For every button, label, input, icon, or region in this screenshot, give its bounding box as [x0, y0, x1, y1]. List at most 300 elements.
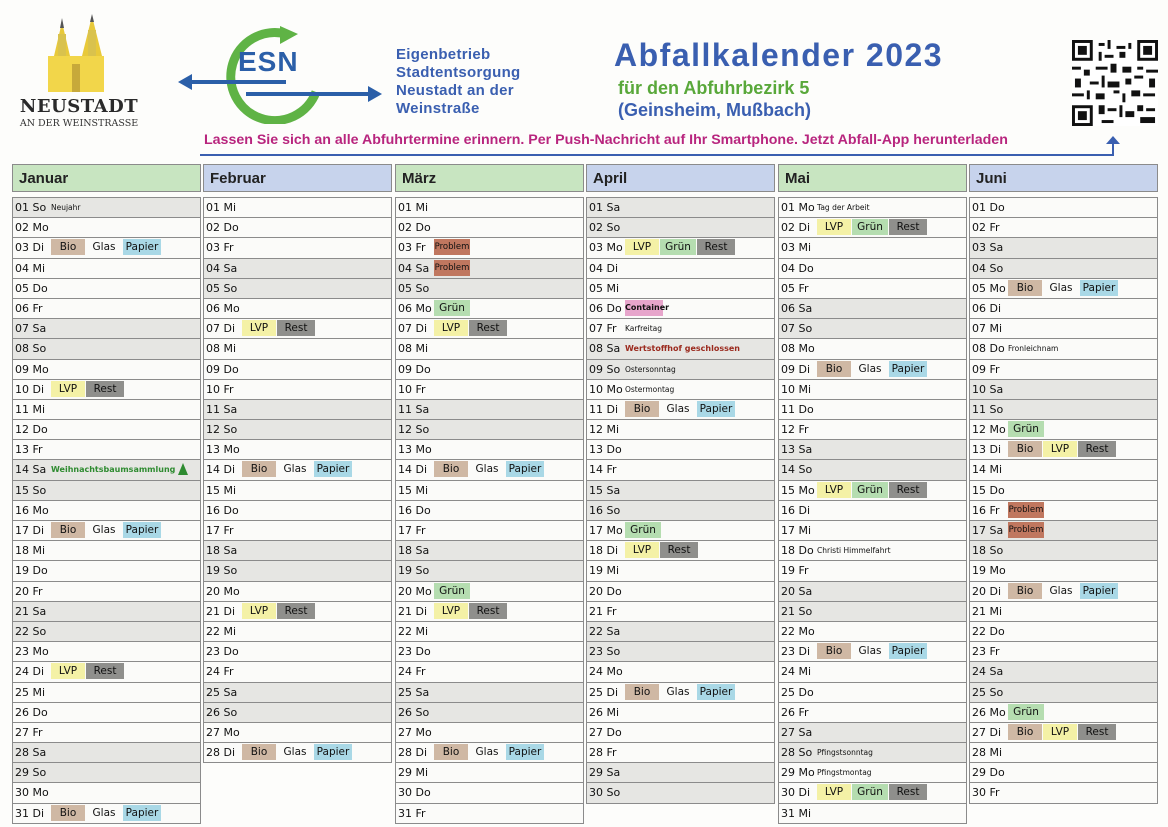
day-label: 07 Fr	[589, 322, 617, 336]
day-label: 03 Sa	[972, 241, 1004, 255]
day-row	[396, 400, 583, 420]
day-label: 09 Di	[781, 362, 811, 376]
pickup-lvp-badge: LVP	[51, 663, 85, 679]
day-row	[587, 460, 774, 480]
day-label: 21 Di	[398, 604, 428, 618]
day-label: 24 Mi	[781, 665, 812, 679]
day-label: 13 Do	[589, 443, 622, 457]
day-row	[970, 521, 1157, 541]
day-row	[970, 541, 1157, 561]
day-label: 11 So	[972, 402, 1004, 416]
day-row	[587, 299, 774, 319]
day-label: 31 Di	[15, 806, 45, 820]
day-row	[396, 238, 583, 258]
day-row	[396, 743, 583, 763]
holiday-note: Tag der Arbeit	[817, 203, 870, 212]
day-label: 07 Di	[206, 322, 236, 336]
day-row	[13, 642, 200, 662]
pickup-glas-badge: Glas	[1049, 281, 1073, 294]
month-column-februar	[203, 164, 392, 763]
day-row	[779, 279, 966, 299]
organization-name	[396, 46, 521, 118]
day-label: 29 Do	[972, 766, 1005, 780]
pickup-lvp-badge: LVP	[1043, 724, 1077, 740]
day-label: 05 So	[398, 281, 430, 295]
day-row	[204, 602, 391, 622]
day-row	[204, 339, 391, 359]
day-row	[587, 279, 774, 299]
day-label: 11 Sa	[206, 402, 238, 416]
day-row	[970, 723, 1157, 743]
month-header: Juni	[969, 164, 1158, 192]
day-row	[204, 380, 391, 400]
day-label: 09 Fr	[972, 362, 1000, 376]
day-label: 08 Sa	[589, 342, 621, 356]
day-label: 18 Do	[781, 544, 814, 558]
day-row	[396, 683, 583, 703]
esn-logo	[176, 22, 386, 124]
day-label: 19 Mo	[972, 564, 1006, 578]
day-label: 18 Sa	[206, 544, 238, 558]
holiday-note: Fronleichnam	[1008, 344, 1059, 354]
day-label: 16 Do	[398, 503, 431, 517]
day-label: 01 Sa	[589, 201, 621, 214]
day-label: 21 Fr	[589, 604, 617, 618]
esn-logo-text: ESN	[238, 46, 299, 77]
day-row	[970, 259, 1157, 279]
day-label: 04 Do	[781, 261, 814, 275]
day-row	[970, 622, 1157, 642]
pickup-lvp-badge: LVP	[625, 239, 659, 255]
pickup-glas-badge: Glas	[475, 463, 499, 476]
pickup-bio-badge: Bio	[1008, 280, 1042, 296]
pickup-papier-badge: Papier	[889, 643, 927, 659]
day-row	[587, 440, 774, 460]
day-label: 03 Fr	[398, 241, 426, 255]
day-label: 10 Mo	[589, 382, 623, 396]
day-label: 02 Mo	[15, 221, 49, 235]
day-label: 25 Mi	[15, 685, 46, 699]
day-label: 27 Sa	[781, 725, 813, 739]
day-row	[204, 642, 391, 662]
day-row	[13, 481, 200, 501]
day-label: 13 Di	[972, 443, 1002, 457]
day-row	[13, 521, 200, 541]
day-label: 02 So	[589, 221, 621, 235]
pickup-papier-badge: Papier	[1080, 280, 1118, 296]
month-header: Januar	[12, 164, 201, 192]
day-row	[396, 642, 583, 662]
holiday-note: Neujahr	[51, 203, 81, 212]
day-row	[13, 703, 200, 723]
day-label: 16 Do	[206, 503, 239, 517]
day-label: 04 So	[972, 261, 1004, 275]
day-list	[778, 197, 967, 824]
pickup-rest-badge: Rest	[1078, 441, 1116, 457]
pickup-papier-badge: Papier	[123, 239, 161, 255]
day-row	[13, 380, 200, 400]
day-row	[396, 218, 583, 238]
day-row	[13, 259, 200, 279]
day-label: 20 Do	[589, 584, 622, 598]
day-label: 26 Mo	[972, 705, 1006, 719]
day-row	[13, 602, 200, 622]
day-label: 12 Mo	[972, 423, 1006, 437]
pickup-gruen-badge: Grün	[852, 219, 888, 235]
day-row	[204, 683, 391, 703]
day-label: 20 Mo	[398, 584, 432, 598]
day-row	[396, 804, 583, 824]
day-row	[779, 541, 966, 561]
day-row	[779, 561, 966, 581]
day-row	[204, 259, 391, 279]
day-row	[13, 440, 200, 460]
day-row	[204, 440, 391, 460]
day-row	[587, 339, 774, 359]
day-label: 09 Do	[398, 362, 431, 376]
day-label: 04 Sa	[398, 261, 430, 275]
day-row	[396, 259, 583, 279]
pickup-lvp-badge: LVP	[817, 482, 851, 498]
day-row	[970, 420, 1157, 440]
day-row	[396, 521, 583, 541]
pickup-bio-badge: Bio	[625, 684, 659, 700]
day-row	[970, 380, 1157, 400]
day-label: 25 So	[972, 685, 1004, 699]
day-label: 12 Mi	[589, 423, 620, 437]
christmas-tree-icon	[178, 463, 188, 475]
day-row	[13, 460, 200, 480]
day-row	[204, 521, 391, 541]
day-row	[13, 804, 200, 824]
holiday-note: Christi Himmelfahrt	[817, 546, 891, 556]
day-label: 15 So	[15, 483, 47, 497]
day-row	[970, 743, 1157, 763]
day-label: 02 Fr	[972, 221, 1000, 235]
day-row	[396, 763, 583, 783]
day-row	[779, 319, 966, 339]
day-row	[587, 259, 774, 279]
pickup-rest-badge: Rest	[86, 663, 124, 679]
pickup-glas-badge: Glas	[283, 746, 307, 759]
day-row	[587, 521, 774, 541]
day-label: 12 Fr	[781, 423, 809, 437]
day-label: 31 Mi	[781, 806, 812, 820]
day-label: 20 Sa	[781, 584, 813, 598]
day-label: 12 So	[206, 423, 238, 437]
org-line: Weinstraße	[396, 100, 480, 117]
day-row	[13, 198, 200, 218]
day-row	[779, 380, 966, 400]
day-label: 28 Di	[398, 746, 428, 760]
day-row	[779, 299, 966, 319]
day-label: 28 Di	[206, 746, 236, 760]
day-label: 22 Mi	[398, 624, 429, 638]
day-label: 23 So	[589, 645, 621, 659]
day-label: 23 Do	[398, 645, 431, 659]
day-row	[779, 238, 966, 258]
day-row	[587, 602, 774, 622]
pickup-gruen-badge: Grün	[660, 239, 696, 255]
day-label: 21 Di	[206, 604, 236, 618]
day-label: 29 Mo	[781, 766, 815, 780]
day-row	[779, 783, 966, 803]
day-label: 30 Fr	[972, 786, 1000, 800]
day-label: 15 Mi	[206, 483, 237, 497]
month-column-januar	[12, 164, 201, 824]
pickup-lvp-badge: LVP	[51, 381, 85, 397]
pickup-gruen-badge: Grün	[852, 482, 888, 498]
day-row	[13, 743, 200, 763]
day-row	[396, 420, 583, 440]
day-label: 01 Do	[972, 201, 1005, 214]
pickup-gruen-badge: Grün	[1008, 421, 1044, 437]
day-label: 22 Sa	[589, 624, 621, 638]
day-row	[396, 319, 583, 339]
day-label: 17 Fr	[206, 524, 234, 537]
christmas-tree-collection-note: Weihnachtsbaumsammlung	[51, 465, 176, 475]
day-row	[13, 763, 200, 783]
day-label: 24 Mo	[589, 665, 623, 679]
day-label: 17 Mi	[781, 524, 812, 537]
qr-code-icon[interactable]	[1072, 40, 1158, 126]
day-label: 17 Fr	[398, 524, 426, 537]
day-label: 23 Fr	[972, 645, 1000, 659]
day-label: 21 So	[781, 604, 813, 618]
pickup-glas-badge: Glas	[666, 402, 690, 415]
day-label: 04 Sa	[206, 261, 238, 275]
day-row	[779, 743, 966, 763]
day-label: 26 So	[206, 705, 238, 719]
day-label: 13 Fr	[15, 443, 43, 457]
pickup-bio-badge: Bio	[242, 744, 276, 760]
day-label: 06 Mo	[206, 301, 240, 315]
holiday-note: Pfingstmontag	[817, 768, 872, 778]
day-row	[396, 380, 583, 400]
day-row	[396, 440, 583, 460]
day-label: 01 So	[15, 201, 47, 214]
day-label: 11 Do	[781, 402, 814, 416]
day-row	[587, 743, 774, 763]
holiday-note: Ostermontag	[625, 384, 675, 394]
day-list	[395, 197, 584, 824]
day-row	[13, 723, 200, 743]
day-label: 27 Fr	[15, 725, 43, 739]
day-label: 17 Di	[15, 524, 45, 537]
pickup-rest-badge: Rest	[86, 381, 124, 397]
day-row	[13, 279, 200, 299]
day-label: 31 Fr	[398, 806, 426, 820]
day-row	[204, 622, 391, 642]
pickup-rest-badge: Rest	[469, 603, 507, 619]
day-label: 16 So	[589, 503, 621, 517]
day-label: 06 Do	[589, 301, 622, 315]
pickup-lvp-badge: LVP	[434, 603, 468, 619]
day-row	[204, 400, 391, 420]
day-label: 26 Do	[15, 705, 48, 719]
month-header: März	[395, 164, 584, 192]
day-row	[396, 723, 583, 743]
day-label: 29 So	[15, 766, 47, 780]
day-label: 11 Mi	[15, 402, 46, 416]
pickup-papier-badge: Papier	[314, 744, 352, 760]
month-column-mai	[778, 164, 967, 824]
day-label: 23 Mo	[15, 645, 49, 659]
pickup-glas-badge: Glas	[92, 806, 116, 819]
pickup-papier-badge: Papier	[123, 522, 161, 538]
day-row	[13, 561, 200, 581]
city-logo	[14, 14, 139, 132]
pickup-bio-badge: Bio	[434, 461, 468, 477]
pickup-bio-badge: Bio	[817, 643, 851, 659]
day-label: 24 Fr	[206, 665, 234, 679]
day-row	[13, 683, 200, 703]
day-label: 30 Do	[398, 786, 431, 800]
pickup-problem-badge: Problem	[434, 260, 470, 276]
day-row	[779, 683, 966, 703]
pickup-lvp-badge: LVP	[1043, 441, 1077, 457]
day-row	[970, 783, 1157, 803]
day-row	[970, 582, 1157, 602]
day-label: 26 Mi	[589, 705, 620, 719]
day-row	[779, 501, 966, 521]
day-label: 15 Do	[972, 483, 1005, 497]
month-column-april	[586, 164, 775, 804]
day-list	[203, 197, 392, 763]
page-title: Abfallkalender 2023	[614, 37, 944, 73]
day-row	[13, 582, 200, 602]
day-row	[396, 299, 583, 319]
day-label: 07 Mi	[972, 322, 1003, 336]
day-row	[779, 420, 966, 440]
day-row	[13, 541, 200, 561]
day-row	[779, 622, 966, 642]
day-label: 18 Sa	[398, 544, 430, 558]
month-column-juni	[969, 164, 1158, 804]
day-row	[204, 319, 391, 339]
day-row	[204, 360, 391, 380]
day-label: 18 Di	[589, 544, 619, 558]
day-label: 19 So	[206, 564, 238, 578]
day-label: 16 Di	[781, 503, 811, 517]
day-row	[13, 783, 200, 803]
day-label: 29 Sa	[589, 766, 621, 780]
day-label: 14 Di	[206, 463, 236, 477]
app-download-banner[interactable]: Lassen Sie sich an alle Abfuhrtermine erinnern. Per Push-Nachricht auf Ihr Smartphone. Jetzt Abfall-App herunterladen	[204, 132, 1008, 148]
day-row	[587, 763, 774, 783]
day-row	[779, 521, 966, 541]
day-label: 14 Di	[398, 463, 428, 477]
day-label: 21 Sa	[15, 604, 47, 618]
day-row	[396, 622, 583, 642]
day-row	[970, 198, 1157, 218]
day-label: 17 Sa	[972, 524, 1004, 537]
day-row	[396, 339, 583, 359]
day-label: 19 Do	[15, 564, 48, 578]
pickup-lvp-badge: LVP	[434, 320, 468, 336]
pickup-bio-badge: Bio	[625, 401, 659, 417]
day-row	[970, 481, 1157, 501]
pickup-papier-badge: Papier	[506, 461, 544, 477]
city-towers-icon	[44, 14, 108, 92]
day-label: 16 Fr	[972, 503, 1000, 517]
day-row	[587, 481, 774, 501]
pickup-bio-badge: Bio	[51, 239, 85, 255]
day-row	[587, 198, 774, 218]
pickup-glas-badge: Glas	[475, 746, 499, 759]
day-label: 24 Fr	[398, 665, 426, 679]
day-row	[587, 380, 774, 400]
holiday-note: Karfreitag	[625, 324, 663, 334]
day-label: 11 Sa	[398, 402, 430, 416]
day-label: 01 Mo	[781, 201, 815, 214]
day-row	[970, 238, 1157, 258]
day-label: 12 So	[398, 423, 430, 437]
day-label: 03 Mo	[589, 241, 623, 255]
day-label: 14 Sa	[15, 463, 47, 477]
banner-underline	[200, 154, 1112, 156]
day-label: 26 Fr	[781, 705, 809, 719]
day-row	[779, 582, 966, 602]
day-label: 07 Sa	[15, 322, 47, 336]
day-row	[779, 763, 966, 783]
day-label: 08 Do	[972, 342, 1005, 356]
day-label: 18 Mi	[15, 544, 46, 558]
pickup-gruen-badge: Grün	[852, 784, 888, 800]
day-row	[13, 319, 200, 339]
day-list	[586, 197, 775, 804]
pickup-bio-badge: Bio	[51, 805, 85, 821]
day-row	[587, 420, 774, 440]
day-label: 06 Fr	[15, 301, 43, 315]
day-row	[396, 501, 583, 521]
day-label: 21 Mi	[972, 604, 1003, 618]
day-row	[204, 218, 391, 238]
day-label: 25 Di	[589, 685, 619, 699]
day-label: 05 Do	[15, 281, 48, 295]
day-label: 27 Do	[589, 725, 622, 739]
day-row	[779, 642, 966, 662]
district-subtitle: für den Abfuhrbezirk 5	[618, 78, 810, 98]
holiday-note: Pfingstsonntag	[817, 748, 873, 758]
day-row	[204, 501, 391, 521]
day-label: 23 Do	[206, 645, 239, 659]
day-label: 30 Di	[781, 786, 811, 800]
pickup-rest-badge: Rest	[277, 320, 315, 336]
day-label: 05 Mo	[972, 281, 1006, 295]
day-row	[587, 783, 774, 803]
pickup-problem-badge: Problem	[1008, 522, 1044, 538]
day-row	[204, 743, 391, 763]
day-label: 22 Mi	[206, 624, 237, 638]
day-row	[396, 561, 583, 581]
pickup-glas-badge: Glas	[1049, 584, 1073, 597]
day-label: 24 Di	[15, 665, 45, 679]
day-row	[204, 541, 391, 561]
org-line: Stadtentsorgung	[396, 64, 521, 81]
pickup-rest-badge: Rest	[889, 219, 927, 235]
day-row	[204, 460, 391, 480]
day-row	[970, 319, 1157, 339]
pickup-papier-badge: Papier	[697, 401, 735, 417]
day-row	[13, 662, 200, 682]
day-label: 25 Sa	[206, 685, 238, 699]
day-row	[779, 400, 966, 420]
day-row	[970, 602, 1157, 622]
pickup-glas-badge: Glas	[666, 685, 690, 698]
day-row	[204, 582, 391, 602]
day-label: 16 Mo	[15, 503, 49, 517]
